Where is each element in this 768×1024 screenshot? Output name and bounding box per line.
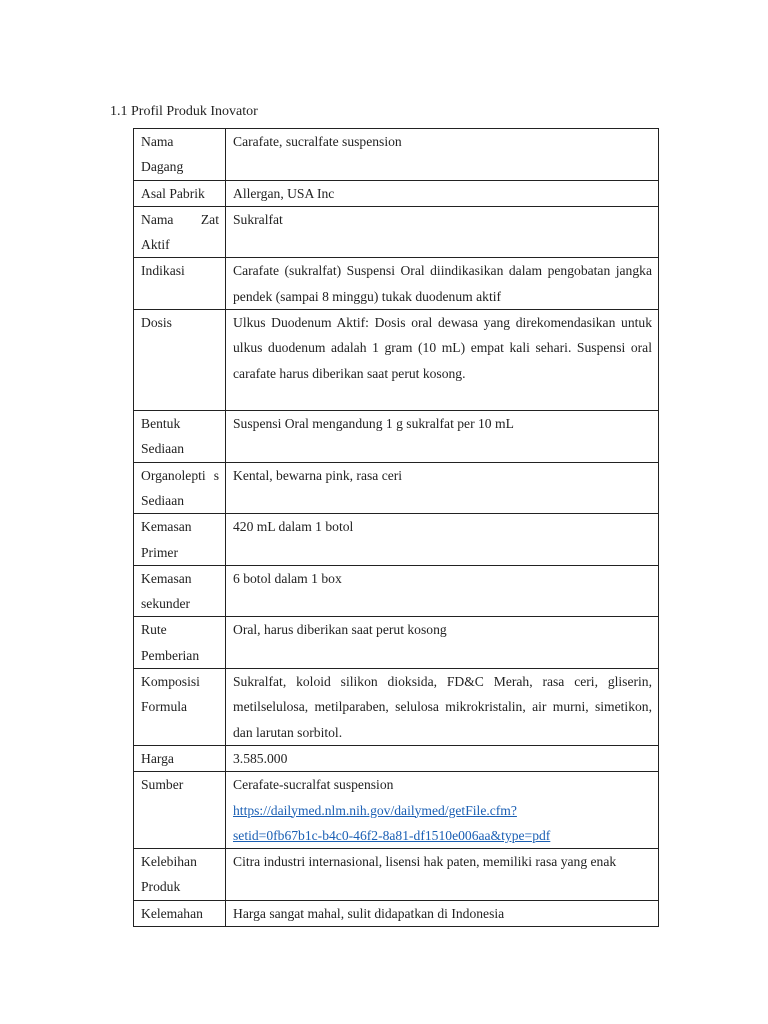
row-kemasan-primer bbox=[134, 514, 659, 566]
row-value: Carafate, sucralfate suspension bbox=[226, 129, 659, 181]
row-komposisi-formula bbox=[134, 669, 659, 746]
row-label: Dosis bbox=[134, 310, 226, 411]
row-rute-pemberian bbox=[134, 617, 659, 669]
row-label: Nama Zat Aktif bbox=[134, 206, 226, 258]
row-value: 3.585.000 bbox=[226, 745, 659, 771]
source-link[interactable] bbox=[233, 803, 550, 843]
row-value: Oral, harus diberikan saat perut kosong bbox=[226, 617, 659, 669]
row-value: 6 botol dalam 1 box bbox=[226, 565, 659, 617]
row-value: Carafate (sukralfat) Suspensi Oral diindikasikan dalam pengobatan jangka pendek (sampai 8 minggu) tukak duodenum aktif bbox=[226, 258, 659, 310]
source-link-line2: setid=0fb67b1c-b4c0-46f2-8a81-df1510e006aa&type=pdf bbox=[233, 827, 551, 843]
row-label: Kelebihan Produk bbox=[134, 849, 226, 901]
row-value: 420 mL dalam 1 botol bbox=[226, 514, 659, 566]
row-label: Harga bbox=[134, 745, 226, 771]
row-label: Organolepti s Sediaan bbox=[134, 462, 226, 514]
section-heading: 1.1 Profil Produk Inovator bbox=[110, 104, 258, 119]
row-label: Kemasan Primer bbox=[134, 514, 226, 566]
row-label: Rute Pemberian bbox=[134, 617, 226, 669]
source-title: Cerafate-sucralfat suspension bbox=[233, 777, 394, 793]
row-nama-dagang bbox=[134, 129, 659, 181]
row-label: Komposisi Formula bbox=[134, 669, 226, 746]
row-value: Kental, bewarna pink, rasa ceri bbox=[226, 462, 659, 514]
row-value: Sukralfat bbox=[226, 206, 659, 258]
row-kelebihan-produk bbox=[134, 849, 659, 901]
row-value-sumber bbox=[226, 772, 659, 849]
row-nama-zat-aktif bbox=[134, 206, 659, 258]
row-value: Allergan, USA Inc bbox=[226, 180, 659, 206]
row-label: Sumber bbox=[134, 772, 226, 849]
row-sumber bbox=[134, 772, 659, 849]
row-kelemahan bbox=[134, 900, 659, 926]
row-label: Asal Pabrik bbox=[134, 180, 226, 206]
row-indikasi bbox=[134, 258, 659, 310]
row-value: Sukralfat, koloid silikon dioksida, FD&C Merah, rasa ceri, gliserin, metilselulosa, metilparaben, selulosa mikrokristalin, air murni, simetikon, dan larutan sorbitol. bbox=[226, 669, 659, 746]
row-label: Nama Dagang bbox=[134, 129, 226, 181]
row-harga bbox=[134, 745, 659, 771]
row-value: Citra industri internasional, lisensi hak paten, memiliki rasa yang enak bbox=[226, 849, 659, 901]
row-label: Indikasi bbox=[134, 258, 226, 310]
row-organoleptis-sediaan bbox=[134, 462, 659, 514]
row-value: Harga sangat mahal, sulit didapatkan di Indonesia bbox=[226, 900, 659, 926]
row-kemasan-sekunder bbox=[134, 565, 659, 617]
product-profile-table bbox=[133, 128, 659, 927]
row-label: Bentuk Sediaan bbox=[134, 411, 226, 463]
row-label: Kelemahan bbox=[134, 900, 226, 926]
row-asal-pabrik bbox=[134, 180, 659, 206]
row-dosis bbox=[134, 310, 659, 411]
row-value: Suspensi Oral mengandung 1 g sukralfat per 10 mL bbox=[226, 411, 659, 463]
row-label: Kemasan sekunder bbox=[134, 565, 226, 617]
row-bentuk-sediaan bbox=[134, 411, 659, 463]
source-link-line1: https://dailymed.nlm.nih.gov/dailymed/getFile.cfm? bbox=[233, 802, 517, 818]
row-value: Ulkus Duodenum Aktif: Dosis oral dewasa yang direkomendasikan untuk ulkus duodenum adalah 1 gram (10 mL) empat kali sehari. Suspensi oral carafate harus diberikan saat perut kosong. bbox=[226, 310, 659, 411]
